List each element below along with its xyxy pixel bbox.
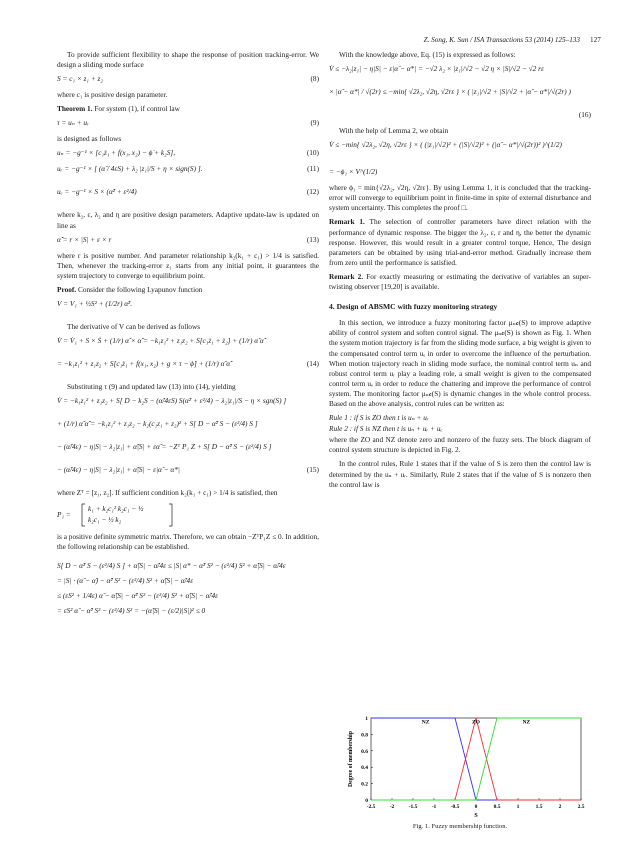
paragraph: The derivative of V can be derived as follows <box>67 322 201 332</box>
equation-number: (16) <box>578 110 591 120</box>
page-number: 127 <box>590 36 601 44</box>
figure-1 <box>345 712 595 820</box>
equation-text: V̇ = V̇₁ + S × Ṡ + (1/r) α̃ × α̃̇ = −k₁z₁² + z₁z₂ + S[c₁ż₁ + ż₂] + (1/r) α̃ α̃̇ <box>57 336 264 346</box>
equation-text: = −ϕ₁ × V^(1/2) <box>329 167 378 177</box>
x-tick-label: 2 <box>558 804 562 810</box>
equation-number: (9) <box>310 118 319 128</box>
right-column <box>329 50 591 494</box>
inequality-block <box>57 561 319 621</box>
series-label: ZO <box>472 719 480 726</box>
equation-17-line-1 <box>329 140 591 162</box>
matrix-label: P₁ = <box>57 510 71 520</box>
running-header: Z. Song, K. Sun / ISA Transactions 53 (2014) 125–133 <box>423 36 580 44</box>
series-line-1 <box>371 718 581 800</box>
paragraph <box>329 50 591 60</box>
paragraph: To provide sufficient flexibility to shape the response of position tracking-error. We design a sliding mode surface <box>57 50 319 70</box>
x-tick-label: 0.5 <box>493 804 501 810</box>
proof-title: Proof. <box>57 284 77 294</box>
inequality-line-2: = |S| · (α̂ − α̃) − α̂² S² − (ε²/4) S² + α̃|S| − α̂/4ε <box>57 575 194 585</box>
equation-16-number-row <box>329 110 591 121</box>
equation-text: × |α̂ − α*| / √(2r) ≤ −min{ √2λ₂, √2η, √2rε } × ( |z₁|/√2 + |S|/√2 + |α̂ − α*|/√(2r) ) <box>329 87 571 97</box>
y-tick-label: 0.4 <box>361 765 368 772</box>
equation-text: V = V₁ + ½S² + (1/2r) α̃². <box>57 299 133 309</box>
y-tick-label: 0.8 <box>361 732 368 739</box>
paragraph: In the control rules, Rule 1 states that if the value of S is zero then the control law is determined by the uₙ + uᵣ. Similarly, Rule 2 states that if the value of S is nonzero then the control law is <box>329 459 591 489</box>
section-heading: 4. Design of ABSMC with fuzzy monitoring strategy <box>329 302 498 312</box>
paragraph: is designed as follows <box>57 134 122 144</box>
equation-15-line-1 <box>57 396 319 414</box>
equation-number: (13) <box>306 234 319 244</box>
matrix-row-2: k₂c₁ − ½ k₂ <box>88 515 122 525</box>
x-tick-label: 2.5 <box>577 804 585 810</box>
paragraph: With the help of Lemma 2, we obtain <box>339 126 449 136</box>
series-line-2 <box>371 718 581 800</box>
y-tick-label: 0.2 <box>361 781 368 788</box>
paragraph: where c₁ is positive design parameter. <box>57 90 168 100</box>
inequality-line-4: = εS² α̂ − α̂² S² − (ε²/4) S² = −(α̂|S| − (ε/2)|S|)² ≤ 0 <box>57 605 206 615</box>
y-tick-label: 0 <box>365 798 368 804</box>
equation-text: uₙ = −g⁻¹ × [c₁ż₁ + f(x₁, x₂) − ϕ̇ + k₂S], <box>57 148 176 158</box>
paragraph: where the ZO and NZ denote zero and nonzero of the fuzzy sets. The block diagram of control system structure is depicted in Fig. 2. <box>329 435 591 455</box>
equation-16-line-2 <box>329 87 591 105</box>
equation-text: − (α̂/4ε) − η|S| − λ₂|z₁| + α̃|S| + εα̃ = −Zᵀ P₁ Z + S[ D − α̂² S − (ε²/4) S ] <box>57 442 272 452</box>
equation-text: + (1/r) α̃ α̃̇ = −k₁z₁² + z₁z₂ − k₂(c₁z₁ + z₂)² + S[ D − α̂² S − (ε²/4) S ] <box>57 419 258 429</box>
x-tick-label: 1.5 <box>535 804 543 810</box>
paragraph: Substituting τ (9) and updated law (13) into (14), yielding <box>67 382 236 392</box>
equation-text: V̇ ≤ −min{ √2λ₂, √2η, √2rε } × ( (|z₁|/√2)² + (|S|/√2)² + (|α̂ − α*|/√(2r))² )^(1/2) <box>329 140 562 150</box>
membership-chart <box>345 712 595 820</box>
x-tick-label: -1 <box>431 804 437 810</box>
remark-text: The selection of controller parameters have direct relation with the performance of dynamic response. The bigger the λ₂, ε, r and η, the better the dynamic response. However, this would result in a greater control torque, Hence, The design parameters can be obtained by using trial-and-error method. Gradually increase them from zero until the performance is satisfied. <box>329 217 591 267</box>
equation-number: (12) <box>306 187 319 197</box>
remark-title: Remark 1. <box>329 217 365 227</box>
theorem-1 <box>57 104 319 114</box>
remark-title: Remark 2. <box>329 271 364 281</box>
theorem-text: For system (1), if control law <box>94 104 180 114</box>
proof <box>57 285 319 295</box>
equation-number: (10) <box>306 148 319 158</box>
y-tick-label: 1 <box>365 716 368 722</box>
equation-text: S = c₁ × z₁ + z₂ <box>57 74 103 84</box>
equation-number: (14) <box>306 359 319 369</box>
equation-text: uₑ = −g⁻¹ × S × (α̂² + ε²/4) <box>57 187 137 197</box>
equation-14-line-1 <box>57 336 319 354</box>
equation-text: − (α̂/4ε) − η|S| − λ₂|z₁| + α̃|S| − ε|α̂ − α*| <box>57 465 180 475</box>
series-label: NZ <box>421 719 430 726</box>
equation-number: (8) <box>310 74 319 84</box>
x-tick-label: -2.5 <box>366 804 376 810</box>
x-tick-label: 0 <box>474 804 478 810</box>
x-axis-label: S <box>474 813 478 819</box>
equation-number: (15) <box>306 465 319 475</box>
matrix-row-1: k₁ + k₂c₁² k₂c₁ − ½ <box>88 504 144 514</box>
equation-text: uᵣ = −g⁻¹ × [ (α̂ / 4εS) + λ₂ |z₁|/S + η × sign(S) ]. <box>57 164 203 174</box>
x-tick-label: -1.5 <box>408 804 418 810</box>
equation-13 <box>57 235 319 246</box>
paragraph: where Zᵀ = [z₁, z₂]. If sufficient condition k₂(k₁ + c₁) > 1/4 is satisfied, then <box>57 488 278 498</box>
paragraph-text: With the knowledge above, Eq. (15) is expressed as follows: <box>339 50 516 59</box>
rule-1: Rule 1 : if S is ZO then t is uₙ + uᵣ <box>329 413 429 423</box>
x-tick-label: -0.5 <box>450 804 460 810</box>
equation-text: V̇ = −k₁z₁² + z₁z₂ + S[ D − k₂S − (α̂/4εS) S(α̂² + ε²/4) − λ₂|z₁|/S − η × sgn(S) ] <box>57 396 287 406</box>
equation-text: = −k₁z₁² + z₁z₂ + S[c₁ż₁ + f(x₁, x₂) + g × τ − ϕ̇] + (1/r) α̃ α̃̇ <box>57 359 231 369</box>
paragraph: where ϕ₁ = min{√2λ₂, √2η, √2rε}. By using Lemma 1, it is concluded that the tracking-error will converge to equilibrium point in finite-time in spite of external disturbance and system uncertainty. This completes the proof □. <box>329 183 591 213</box>
equation-12 <box>57 187 319 205</box>
plot-frame <box>371 718 581 800</box>
matrix-p1 <box>57 502 319 528</box>
equation-8 <box>57 74 319 85</box>
left-column <box>57 50 319 625</box>
paragraph: where k₂, ε, λ₂ and η are positive design parameters. Adaptive update-law is updated on line as <box>57 210 319 230</box>
equation-text: V̇ ≤ −λ₂|z₁| − η|S| − ε|α̂ − α*| = −√2 λ₂ × |z₁|/√2 − √2 η × |S|/√2 − √2 rε <box>329 64 544 74</box>
paragraph: where r is positive number. And parameter relationship k₂(k₁ + c₁) > 1/4 is satisfied. Then, whenever the tracking-error z₁ starts from any initial point, it guarantees the system trajectory to converge to equilibrium point. <box>57 250 319 280</box>
paragraph: is a positive definite symmetric matrix. Therefore, we can obtain −ZᵀP₁Z ≤ 0. In addition, the following relationship can be established. <box>57 532 319 552</box>
y-axis-label: Degree of membership <box>348 731 354 787</box>
paragraph: In this section, we introduce a fuzzy monitoring factor μₙ𝒸(S) to improve adaptive ability of control system and soften control signal. The μₙ𝒸(S) is shown as Fig. 1. When the system motion trajectory is far from the sliding mode surface, a big weight is given to the compensated control term uₑ in order to overcome the influence of the perturbation. When motion trajectory reach in sliding mode surface, the nominal control term uₙ and robust control term uᵣ play a leading role, a small weight is given to the compensated control term uₑ in order to reduce the chattering and improve the performance of control system. The monitoring factor μₙ𝒸(S) is dynamic changes in the whole control process. Based on the above analysis, control rules can be written as: <box>329 318 591 408</box>
equation-11 <box>57 164 319 182</box>
equation-17-line-2 <box>329 167 591 178</box>
equation-text: τ = uₙ + uᵣ <box>57 118 89 128</box>
proof-text: Consider the following Lyapunov function <box>77 284 203 294</box>
equation-10 <box>57 148 319 159</box>
equation-9 <box>57 118 319 129</box>
rule-2: Rule 2 : if S is NZ then t is uₙ + uᵣ + uₑ <box>329 424 443 434</box>
y-tick-label: 0.6 <box>361 748 368 755</box>
equation-15-line-4 <box>57 465 319 483</box>
x-tick-label: 1 <box>516 804 520 810</box>
equation-15-line-3 <box>57 442 319 460</box>
x-tick-label: -2 <box>389 804 395 810</box>
equation-lyapunov <box>57 299 319 317</box>
series-label: NZ <box>522 719 531 726</box>
equation-15-line-2 <box>57 419 319 437</box>
figure-caption: Fig. 1. Fuzzy membership function. <box>412 823 508 830</box>
series-line-3 <box>371 718 581 800</box>
remark-1 <box>329 217 591 267</box>
equation-16-line-1 <box>329 64 591 82</box>
equation-14-line-2 <box>57 359 319 377</box>
remark-text: For exactly measuring or estimating the derivative of variables an super-twisting observer [19,20] is available. <box>329 271 591 292</box>
inequality-line-1: S[ D − α̂² S − (ε²/4) S ] + α̃|S| − α̂/4ε ≤ |S| α* − α̂² S² − (ε²/4) S² + α̃|S| − α̂/4ε <box>57 560 286 570</box>
theorem-title: Theorem 1. <box>57 104 93 114</box>
equation-text: α̂̇ = r × |S| + ε × r <box>57 234 112 244</box>
remark-2 <box>329 272 591 292</box>
inequality-line-3: ≤ (εS² + 1/4ε) α̂ − α̃|S| − α̂² S² − (ε²/4) S² + α̃|S| − α̂/4ε <box>57 590 218 600</box>
equation-number: (11) <box>307 164 319 174</box>
